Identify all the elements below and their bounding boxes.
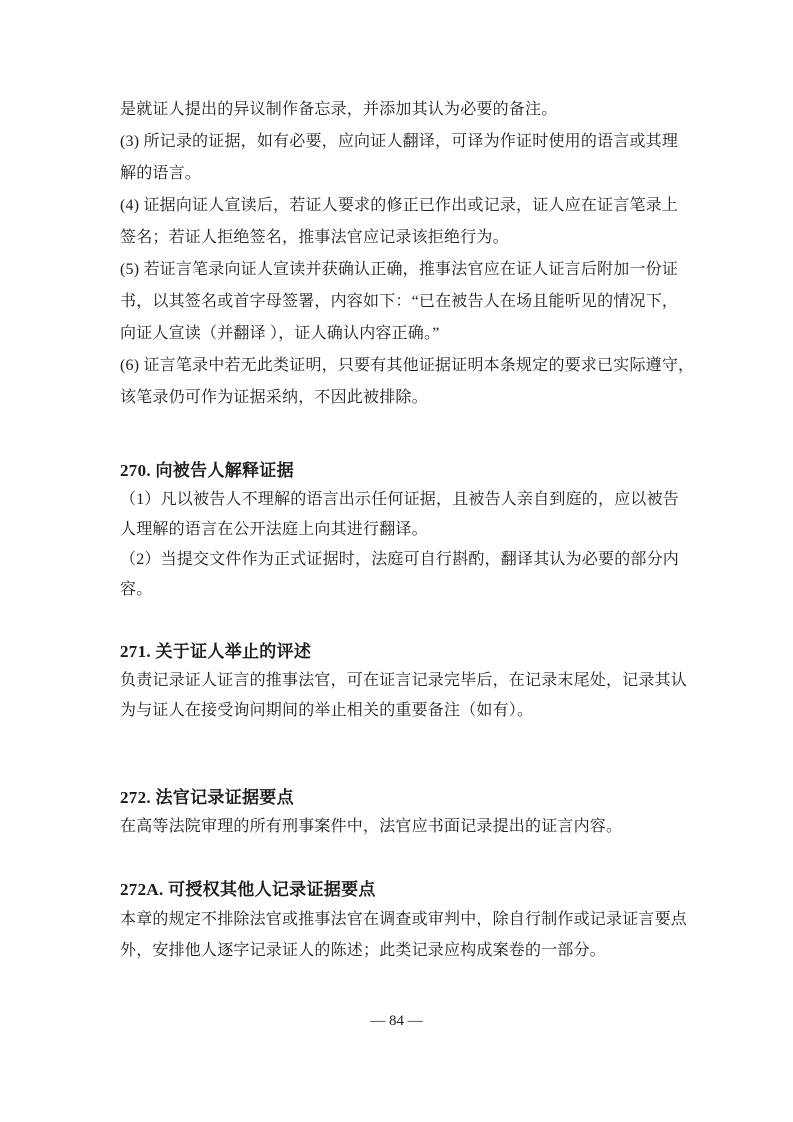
- text-line: 解的语言。: [120, 165, 202, 182]
- section-271-heading: 271. 关于证人举止的评述: [120, 642, 312, 661]
- text-line: 该笔录仍可作为证据采纳，不因此被排除。: [120, 389, 428, 406]
- text-line: 负责记录证人证言的推事法官，可在证言记录完毕后，在记录末尾处，记录其认: [120, 672, 688, 689]
- text-line: (5) 若证言笔录向证人宣读并获确认正确，推事法官应在证人证言后附加一份证: [120, 261, 679, 278]
- text-line: 人理解的语言在公开法庭上向其进行翻译。: [120, 521, 428, 538]
- section-272A: [120, 876, 688, 966]
- section-272-body: [120, 812, 678, 842]
- section-270-heading: 270. 向被告人解释证据: [120, 461, 294, 480]
- text-line: （2）当提交文件作为正式证据时，法庭可自行斟酌，翻译其认为必要的部分内: [120, 551, 680, 568]
- text-line: (4) 证据向证人宣读后，若证人要求的修正已作出或记录，证人应在证言笔录上: [120, 197, 679, 214]
- section-272: [120, 784, 678, 842]
- intro-paragraphs: [120, 94, 695, 414]
- section-270: [120, 457, 678, 605]
- section-272A-body: [120, 904, 688, 966]
- section-271: [120, 638, 688, 726]
- text-line: (3) 所记录的证据，如有必要，应向证人翻译，可译为作证时使用的语言或其理: [120, 133, 679, 150]
- section-270-body: [120, 485, 678, 605]
- page-number: — 84 —: [370, 1013, 423, 1029]
- section-272-heading: 272. 法官记录证据要点: [120, 788, 294, 807]
- text-line: 本章的规定不排除法官或推事法官在调查或审判中，除自行制作或记录证言要点: [120, 911, 688, 928]
- text-line: (6) 证言笔录中若无此类证明，只要有其他证据证明本条规定的要求已实际遵守，: [120, 357, 695, 374]
- text-line: 容。: [120, 581, 153, 598]
- text-line: 为与证人在接受询问期间的举止相关的重要备注（如有）。: [120, 702, 534, 719]
- text-line: 外，安排他人逐字记录证人的陈述；此类记录应构成案卷的一部分。: [120, 942, 607, 959]
- section-272A-heading: 272A. 可授权其他人记录证据要点: [120, 880, 376, 899]
- text-line: 是就证人提出的异议制作备忘录，并添加其认为必要的备注。: [120, 101, 558, 118]
- text-line: 书，以其签名或首字母签署，内容如下：“已在被告人在场且能听见的情况下，: [120, 293, 679, 310]
- text-line: 在高等法院审理的所有刑事案件中，法官应书面记录提出的证言内容。: [120, 818, 623, 835]
- text-line: 签名；若证人拒绝签名，推事法官应记录该拒绝行为。: [120, 229, 509, 246]
- section-271-body: [120, 666, 688, 726]
- text-line: 向证人宣读（并翻译 ），证人确认内容正确。”: [120, 325, 440, 342]
- text-line: （1）凡以被告人不理解的语言出示任何证据，且被告人亲自到庭的，应以被告: [120, 491, 680, 508]
